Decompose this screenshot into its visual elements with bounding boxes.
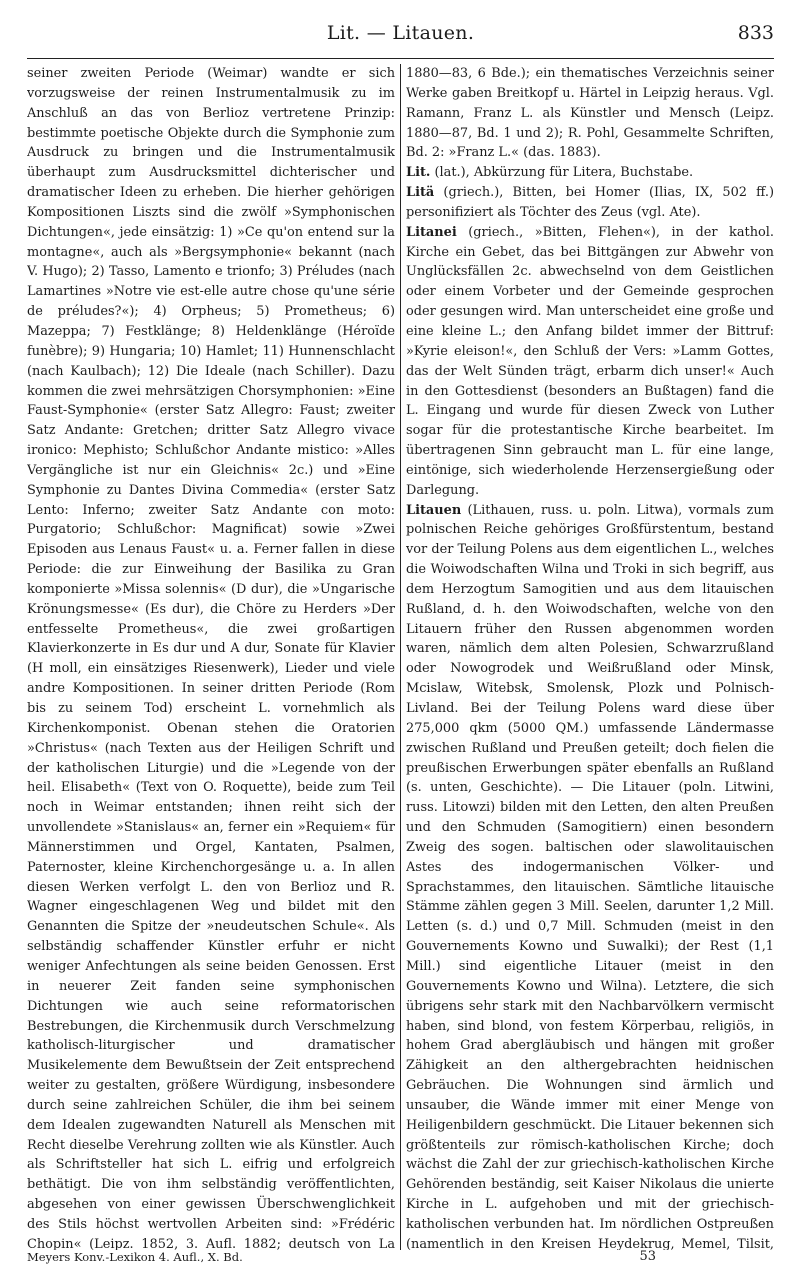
entry-litauen: Litauen (Lithauen, russ. u. poln. Litwa), vormals zum polnischen Reiche gehöriges Großfürstentum, bestand vor der Teilung Polens aus dem eigentlichen L., welches die Woiwodschaften Wilna und Troki in sich begriff, aus dem Herzogtum Samogitien und aus dem litauischen Rußland, d. h. den Woiwodschaften, welche von den Litauern früher den Russen abgenommen worden waren, nämlich dem alten Polesien, Schwarzrußland oder Nowogrodek und Weißrußland oder Minsk, Mcislaw, Witebsk, Smolensk, Plozk und Polnisch-Livland. Bei der Teilung Polens ward diese über 275,000 qkm (5000 QM.) umfassende Ländermasse zwischen Rußland und Preußen geteilt; doch fielen die preußischen Erwerbungen später ebenfalls an Rußland (s. unten, Geschichte). — Die Litauer (poln. Litwini, russ. Litowzi) bilden mit den Letten, den alten Preußen und den Schmuden (Samogitiern) einen besondern Zweig des sogen. baltischen oder slawolitauischen Astes des indogermanischen Völker- und Sprachstammes, den litauischen. Sämtliche litauische Stämme zählen gegen 3 Mill. Seelen, darunter 1,2 Mill. Letten (s. d.) und 0,7 Mill. Schmuden (meist in den Gouvernements Kowno und Suwalki); der Rest (1,1 Mill.) sind eigentliche Litauer (meist in den Gouvernements Kowno und Wilna). Letztere, die sich übrigens sehr stark mit den Nachbarvölkern vermischt haben, sind blond, von festem Körperbau, religiös, in hohem Grad abergläubisch und hängen mit großer Zähigkeit an den althergebrachten heidnischen Gebräuchen. Die Wohnungen sind ärmlich und unsauber, die Wände immer mit einer Menge von Heiligenbildern geschmückt. Die Litauer bekennen sich größtenteils zur römisch-katholischen Kirche; doch wächst die Zahl der zur griechisch-katholischen Kirche Gehörenden beständig, seit Kaiser Nikolaus die unierte Kirche in L. aufgehoben und mit der griechisch-katholischen verbunden hat. Im nördlichen Ostpreußen (namentlich in den Kreisen Heydekrug, Memel, Tilsit,: [406, 502, 774, 1250]
entry-lita: Litä (griech.), Bitten, bei Homer (Ilias, IX, 502 ff.) personifiziert als Töchter des Zeus (vgl. Ate).: [406, 185, 774, 220]
headword: Litä: [406, 185, 435, 201]
page-number: 833: [737, 22, 774, 44]
headword: Lit.: [406, 165, 431, 181]
continued-paragraph: seiner zweiten Periode (Weimar) wandte er sich vorzugsweise der reinen Instrumentalmusik zu im Anschluß an das von Berlioz vertretene Prinzip: bestimmte poetische Objekte durch die Symphonie zum Ausdruck zu bringen und die Instrumentalmusik überhaupt zum Ausdrucksmittel dichterischer und dramatischer Ideen zu erheben. Die hierher gehörigen Kompositionen Liszts sind die zwölf »Symphonischen Dichtungen«, jede einsätzig: 1) »Ce qu'on entend sur la montagne«, auch als »Bergsymphonie« bekannt (nach V. Hugo); 2) Tasso, Lamento e trionfo; 3) Préludes (nach Lamartines »Notre vie est-elle autre chose qu'une série de préludes?«); 4) Orpheus; 5) Prometheus; 6) Mazeppa; 7) Festklänge; 8) Heldenklänge (Héroïde funèbre); 9) Hungaria; 10) Hamlet; 11) Hunnenschlacht (nach Kaulbach); 12) Die Ideale (nach Schiller). Dazu kommen die zwei mehrsätzigen Chorsymphonien: »Eine Faust-Symphonie« (erster Satz Allegro: Faust; zweiter Satz Andante: Gretchen; dritter Satz Allegro vivace ironico: Mephisto; Schlußchor Andante mistico: »Alles Vergängliche ist nur ein Gleichnis« 2c.) und »Eine Symphonie zu Dantes Divina Commedia« (erster Satz Lento: Inferno; zweiter Satz Andante con moto: Purgatorio; Schlußchor: Magnificat) sowie »Zwei Episoden aus Lenaus Faust« u. a. Ferner fallen in diese Periode: die zur Einweihung der Basilika zu Gran komponierte »Missa solennis« (D dur), die »Ungarische Krönungsmesse« (Es dur), die Chöre zu Herders »Der entfesselte Prometheus«, die zwei großartigen Klavierkonzerte in Es dur und A dur, Sonate für Klavier (H moll, ein einsätziges Riesenwerk), Lieder und viele andre Kompositionen. In seiner dritten Periode (Rom bis zu seinem Tod) erscheint L. vornehmlich als Kirchenkomponist. Obenan stehen die Oratorien »Christus« (nach Texten aus der Heiligen Schrift und der katholischen Liturgie) und die »Legende von der heil. Elisabeth« (Text von O. Roquette), beide zum Teil noch in Weimar entstanden; ihnen reiht sich der unvollendete »Stanislaus« an, ferner ein »Requiem« für Männerstimmen und Orgel, Kantaten, Psalmen, Paternoster, kleine Kirchenchorgesänge u. a. In allen diesen Werken verfolgt L. den von Berlioz und R. Wagner eingeschlagenen Weg und bildet mit den Genannten die Spitze der »neudeutschen Schule«. Als selbständig schaffender Künstler erfuhr er nicht weniger Anfechtungen als seine beiden Genossen. Erst in neuerer Zeit fanden seine symphonischen Dichtungen wie auch seine reformatorischen Bestrebungen, die Kirchenmusik durch Verschmelzung katholisch-liturgischer und dramatischer Musikelemente dem Bewußtsein der Zeit entsprechend weiter zu gestalten, größere Würdigung, insbesondere durch seine zahlreichen Schüler, die ihm bei seinem dem Idealen zugewandten Naturell als Menschen mit Recht dieselbe Verehrung zollten wie als Künstler. Auch als Schriftsteller hat sich L. eifrig und erfolgreich bethätigt. Die von ihm selbständig veröffentlichten, abgesehen von einer gewissen Überschwenglichkeit des Stils höchst wertvollen Arbeiten sind: »Frédéric Chopin« (Leipz. 1852, 3. Aufl. 1882; deutsch von La: [27, 66, 395, 1250]
page-footer: [27, 1250, 774, 1270]
entry-litanei: Litanei (griech., »Bitten, Flehen«), in der kathol. Kirche ein Gebet, das bei Bittgängen zur Abwehr von Unglücksfällen 2c. abwechselnd von dem Geistlichen oder einem Vorbeter und der Gemeinde gesprochen oder gesungen wird. Man unterscheidet eine große und eine kleine L.; den Anfang bildet immer der Bittruf: »Kyrie eleison!«, den Schluß der Vers: »Lamm Gottes, das der Welt Sünden trägt, erbarm dich unser!« Auch in den Gottesdienst (besonders an Bußtagen) fand die L. Eingang und wurde für diesen Zweck von Luther sogar für die protestantische Kirche bearbeitet. Im übertragenen Sinn gebraucht man L. für eine lange, eintönige, sich wiederholende Herzensergießung oder Darlegung.: [406, 224, 774, 498]
entry-lit: Lit. (lat.), Abkürzung für Litera, Buchstabe.: [406, 165, 694, 181]
running-header: [27, 18, 774, 59]
right-column: [406, 64, 774, 1250]
entry-continuation: 1880—83, 6 Bde.); ein thematisches Verzeichnis seiner Werke gaben Breitkopf u. Härtel in Leipzig heraus. Vgl. Ramann, Franz L. als Künstler und Mensch (Leipz. 1880—87, Bd. 1 und 2); R. Pohl, Gesammelte Schriften, Bd. 2: »Franz L.« (das. 1883).: [406, 66, 774, 161]
headword: Litauen: [406, 502, 462, 518]
headword: Litanei: [406, 224, 457, 240]
text-columns: [27, 64, 774, 1250]
left-column: [27, 64, 395, 1250]
footer-imprint: Meyers Konv.-Lexikon 4. Aufl., X. Bd.: [27, 1250, 243, 1264]
page-title: Lit. — Litauen.: [326, 22, 475, 44]
column-divider: [400, 64, 401, 1250]
signature-mark: 53: [639, 1249, 656, 1264]
